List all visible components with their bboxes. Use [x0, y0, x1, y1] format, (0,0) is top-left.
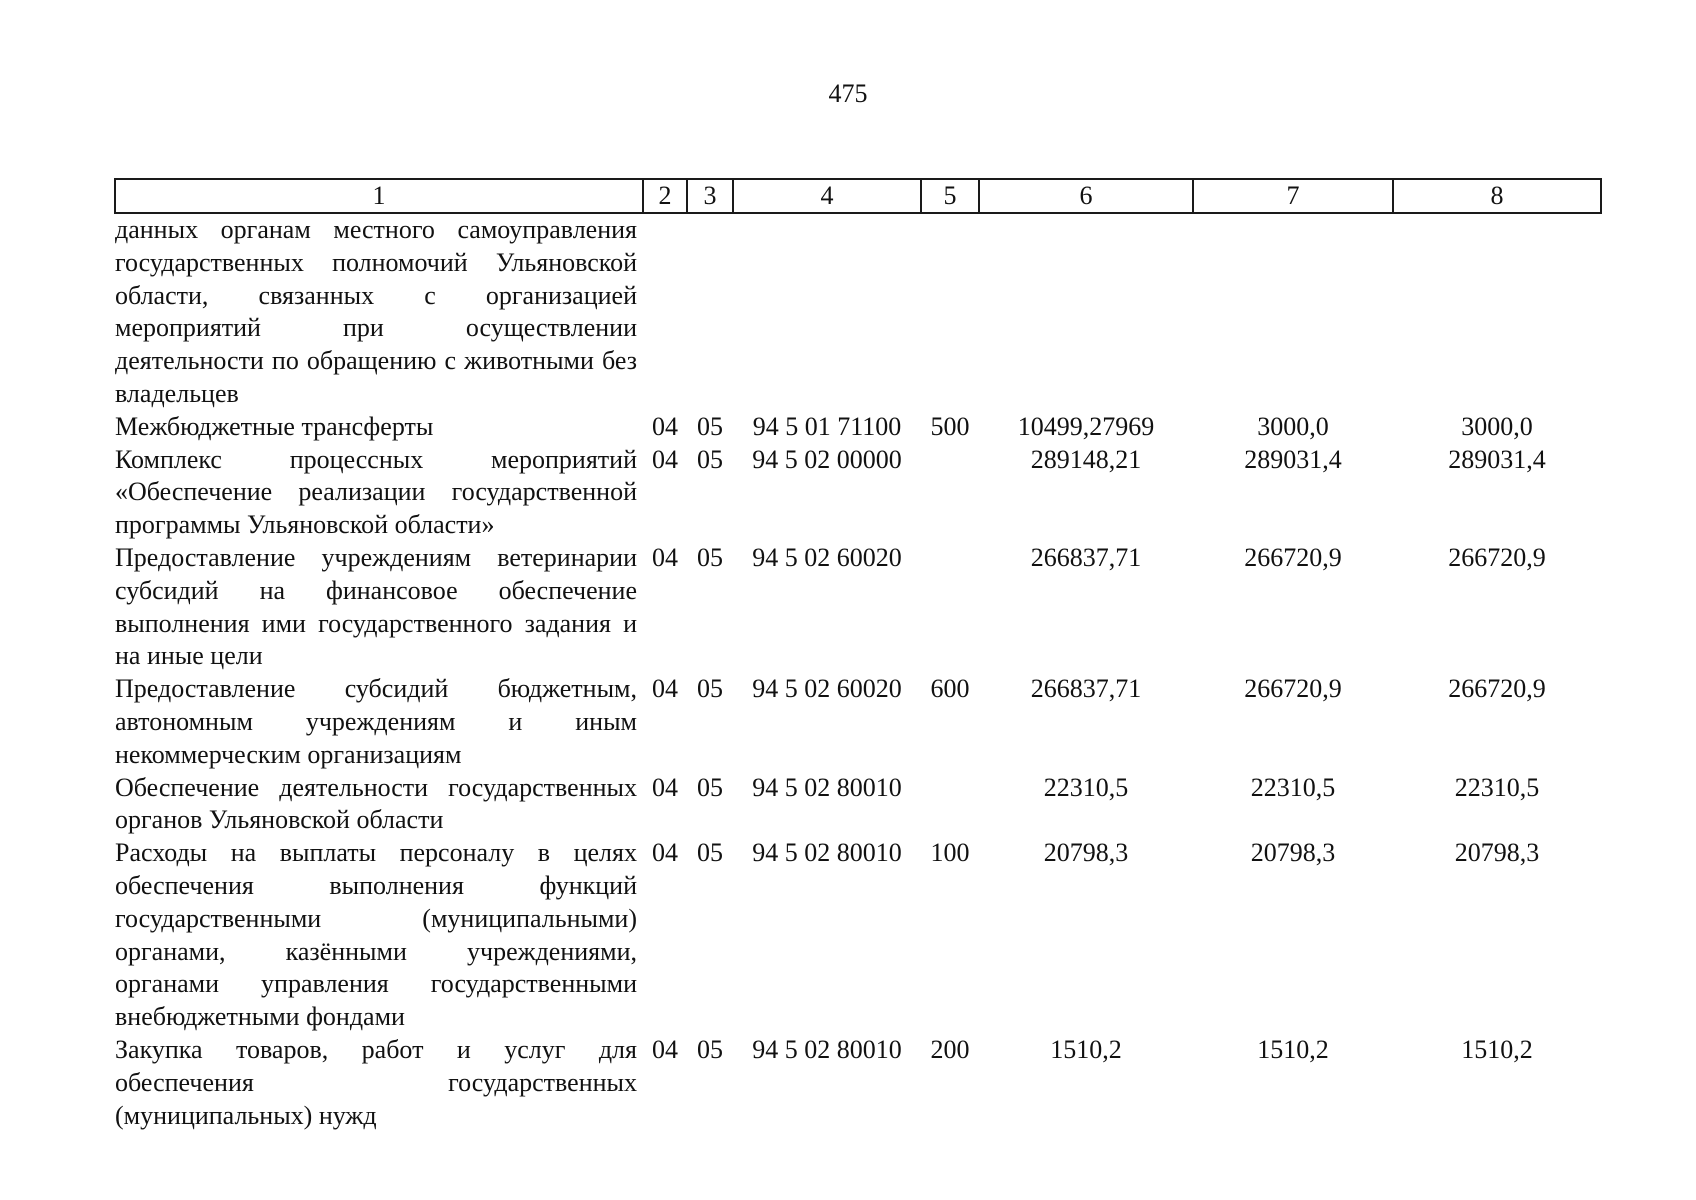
header-row	[115, 179, 1601, 213]
row-name: данных органам местного самоуправления государственных полномочий Ульяновской области, связанных с организацией мероприятий при осуществлении деятельности по обращению с животными без владельцев	[115, 215, 637, 408]
row-name: Расходы на выплаты персоналу в целях обеспечения выполнения функций государственными (муниципальными) органами, казёнными учреждениями, органами управления государственными внебюджетными фондами	[115, 838, 637, 1032]
row-sum-2: 1510,2	[1257, 1034, 1329, 1064]
row-name: Закупка товаров, работ и услуг для обеспечения государственных (муниципальных) нужд	[115, 1034, 637, 1130]
row-section	[643, 213, 687, 411]
row-name: Комплекс процессных мероприятий «Обеспечение реализации государственной программы Ульяновской области»	[115, 444, 637, 540]
row-sum-3: 266720,9	[1448, 542, 1546, 572]
row-sum-2: 266720,9	[1244, 674, 1342, 704]
row-name: Предоставление субсидий бюджетным, автономным учреждениям и иным некоммерческим организациям	[115, 674, 637, 769]
table-row	[115, 1034, 1601, 1132]
column-header: 8	[1393, 179, 1601, 213]
row-expense-type	[921, 772, 979, 838]
row-sum-1: 20798,3	[1043, 838, 1129, 868]
row-expense-type	[921, 542, 979, 673]
row-name: Предоставление учреждениям ветеринарии субсидий на финансовое обеспечение выполнения ими государственного задания и на иные цели	[115, 542, 637, 671]
row-subsection	[687, 213, 733, 411]
row-sum-1	[979, 213, 1193, 411]
row-sum-2	[1193, 213, 1393, 411]
column-header: 4	[733, 179, 921, 213]
row-section: 04	[652, 411, 678, 441]
row-subsection: 05	[697, 542, 723, 572]
page-number: 475	[828, 79, 868, 108]
row-subsection: 05	[697, 411, 723, 441]
column-header: 3	[687, 179, 733, 213]
row-sum-1: 22310,5	[1043, 772, 1129, 802]
row-section: 04	[652, 444, 678, 474]
row-target-code: 94 5 01 71100	[752, 411, 902, 441]
row-section: 04	[652, 542, 678, 572]
row-expense-type: 200	[930, 1034, 970, 1064]
table-body	[115, 213, 1601, 1132]
column-header: 6	[979, 179, 1193, 213]
row-sum-2: 22310,5	[1250, 772, 1336, 802]
table-header	[115, 179, 1601, 213]
row-target-code: 94 5 02 80010	[752, 772, 902, 802]
table-row	[115, 673, 1601, 771]
table-row	[115, 411, 1601, 444]
row-target-code	[733, 213, 921, 411]
row-sum-3: 1510,2	[1461, 1034, 1533, 1064]
row-section: 04	[652, 838, 678, 868]
row-sum-3	[1393, 213, 1601, 411]
row-section: 04	[652, 674, 678, 704]
table-row	[115, 542, 1601, 673]
row-section: 04	[652, 772, 678, 802]
table-row	[115, 837, 1601, 1034]
row-subsection: 05	[697, 772, 723, 802]
row-subsection: 05	[697, 1034, 723, 1064]
row-sum-3: 289031,4	[1448, 444, 1546, 474]
column-header: 2	[643, 179, 687, 213]
row-sum-2: 3000,0	[1257, 411, 1329, 441]
row-sum-1: 266837,71	[1030, 542, 1142, 572]
row-subsection: 05	[697, 838, 723, 868]
row-section: 04	[652, 1034, 678, 1064]
column-header: 7	[1193, 179, 1393, 213]
column-header: 1	[115, 179, 643, 213]
row-expense-type: 600	[930, 674, 970, 704]
row-target-code: 94 5 02 00000	[752, 444, 902, 474]
row-target-code: 94 5 02 80010	[752, 838, 902, 868]
row-target-code: 94 5 02 60020	[752, 674, 902, 704]
row-name: Межбюджетные трансферты	[115, 411, 434, 441]
row-sum-3: 3000,0	[1461, 411, 1533, 441]
row-expense-type	[921, 444, 979, 542]
row-target-code: 94 5 02 80010	[752, 1034, 902, 1064]
row-subsection: 05	[697, 444, 723, 474]
row-sum-3: 20798,3	[1454, 838, 1540, 868]
column-header: 5	[921, 179, 979, 213]
table-row	[115, 213, 1601, 411]
row-target-code: 94 5 02 60020	[752, 542, 902, 572]
row-sum-1: 10499,27969	[1017, 411, 1155, 441]
row-expense-type: 500	[930, 411, 970, 441]
row-expense-type: 100	[930, 838, 970, 868]
row-sum-2: 20798,3	[1250, 838, 1336, 868]
row-name: Обеспечение деятельности государственных органов Ульяновской области	[115, 772, 637, 835]
budget-table	[114, 178, 1602, 1132]
row-sum-1: 289148,21	[1030, 444, 1142, 474]
table-row	[115, 772, 1601, 838]
table-row	[115, 444, 1601, 542]
row-sum-3: 22310,5	[1454, 772, 1540, 802]
row-sum-1: 1510,2	[1050, 1034, 1122, 1064]
row-sum-3: 266720,9	[1448, 674, 1546, 704]
row-sum-2: 266720,9	[1244, 542, 1342, 572]
row-subsection: 05	[697, 674, 723, 704]
row-sum-1: 266837,71	[1030, 674, 1142, 704]
row-expense-type	[921, 213, 979, 411]
row-sum-2: 289031,4	[1244, 444, 1342, 474]
